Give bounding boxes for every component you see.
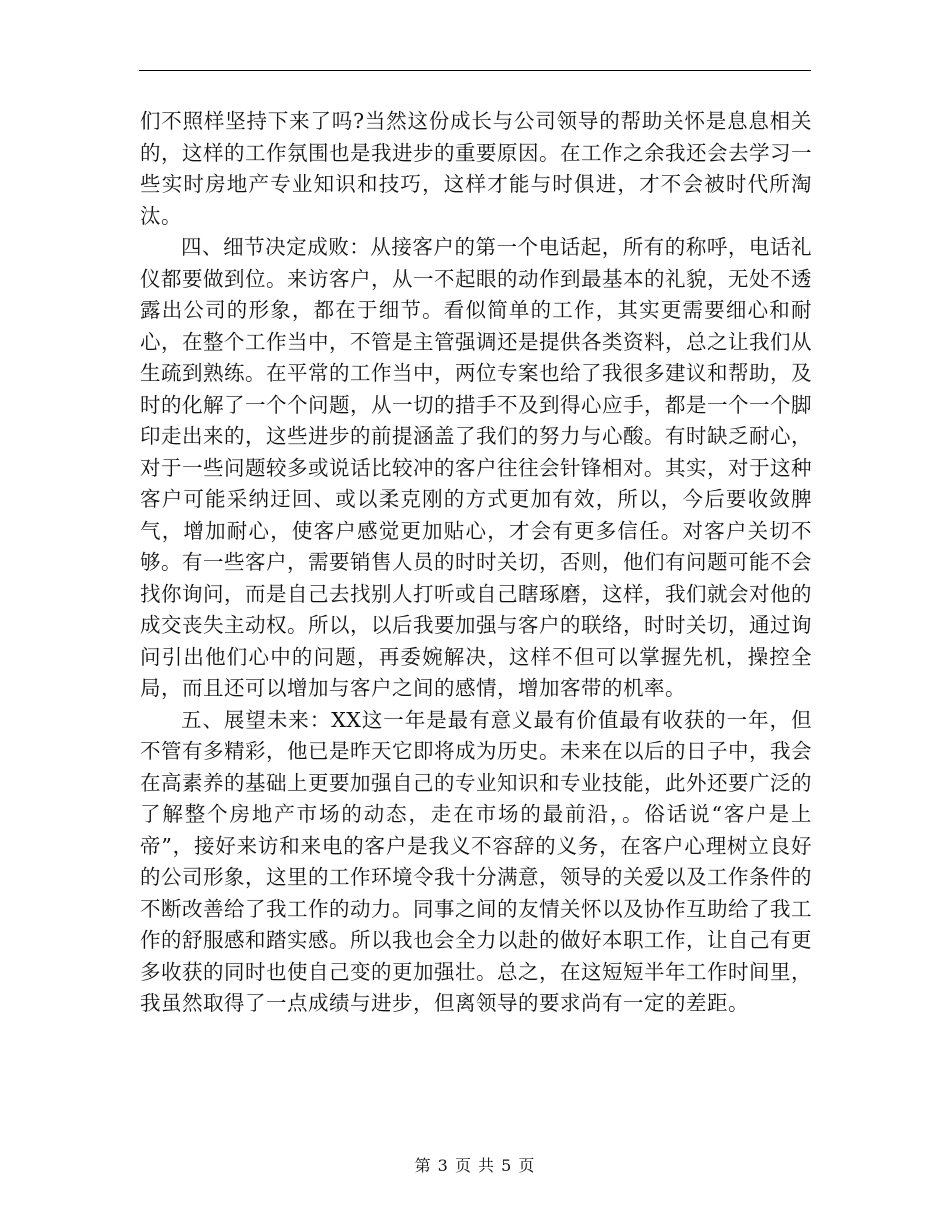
- paragraph-section-five: 五、展望未来：XX这一年是最有意义最有价值最有收获的一年，但不管有多精彩，他已是昨天它即将成为历史。未来在以后的日子中，我会在高素养的基础上更要加强自己的专业知识和专业技能，此外还要广泛的了解整个房地产市场的动态，走在市场的最前沿，。俗话说“客户是上帝”，接好来访和来电的客户是我义不容辞的义务，在客户心理树立良好的公司形象，这里的工作环境令我十分满意，领导的关爱以及工作条件的不断改善给了我工作的动力。同事之间的友情关怀以及协作互助给了我工作的舒服感和踏实感。所以我也会全力以赴的做好本职工作，让自己有更多收获的同时也使自己变的更加强壮。总之，在这短短半年工作时间里，我虽然取得了一点成绩与进步，但离领导的要求尚有一定的差距。: [140, 707, 812, 1015]
- page-footer: [0, 1153, 950, 1176]
- paragraph-continuation: 们不照样坚持下来了吗?当然这份成长与公司领导的帮助关怀是息息相关的，这样的工作氛围也是我进步的重要原因。在工作之余我还会去学习一些实时房地产专业知识和技巧，这样才能与时俱进，才不会被时代所淘汰。: [140, 109, 812, 228]
- document-body: [140, 106, 812, 1020]
- header-rule: [139, 70, 811, 71]
- page-number-label: 第 3 页 共 5 页: [414, 1156, 536, 1175]
- paragraph-section-four: 四、细节决定成败：从接客户的第一个电话起，所有的称呼，电话礼仪都要做到位。来访客户，从一不起眼的动作到最基本的礼貌，无处不透露出公司的形象，都在于细节。看似简单的工作，其实更需要细心和耐心，在整个工作当中，不管是主管强调还是提供各类资料，总之让我们从生疏到熟练。在平常的工作当中，两位专案也给了我很多建议和帮助，及时的化解了一个个问题，从一切的措手不及到得心应手，都是一个一个脚印走出来的，这些进步的前提涵盖了我们的努力与心酸。有时缺乏耐心，对于一些问题较多或说话比较冲的客户往往会针锋相对。其实，对于这种客户可能采纳迂回、或以柔克刚的方式更加有效，所以，今后要收敛脾气，增加耐心，使客户感觉更加贴心，才会有更多信任。对客户关切不够。有一些客户，需要销售人员的时时关切，否则，他们有问题可能不会找你询问，而是自己去找别人打听或自己瞎琢磨，这样，我们就会对他的成交丧失主动权。所以，以后我要加强与客户的联络，时时关切，通过询问引出他们心中的问题，再委婉解决，这样不但可以掌握先机，操控全局，而且还可以增加与客户之间的感情，增加客带的机率。: [140, 235, 812, 700]
